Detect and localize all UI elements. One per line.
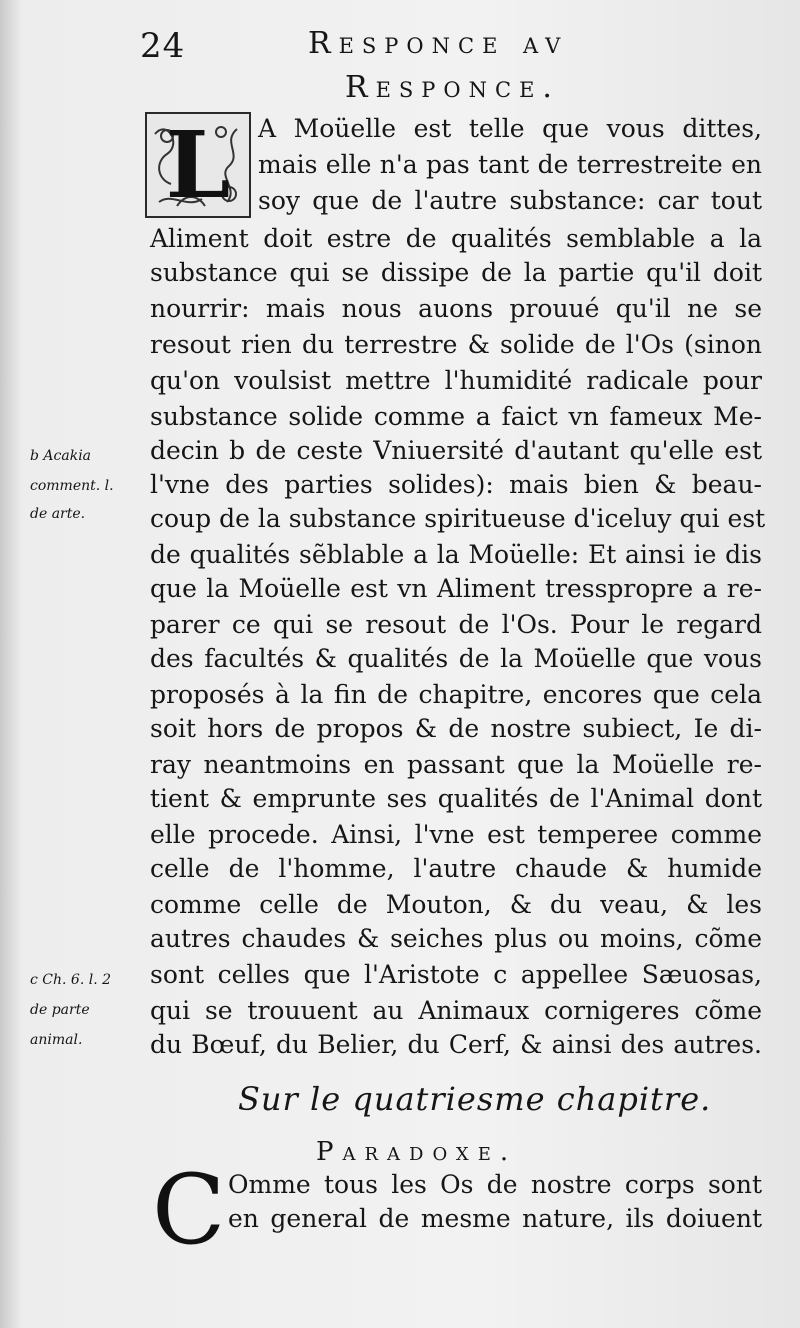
text-line: comme celle de Mouton, & du veau, & les xyxy=(150,890,762,919)
text-line: substance qui se dissipe de la partie qu'il doit xyxy=(150,258,762,287)
text-line: en general de mesme nature, ils doiuent xyxy=(228,1204,762,1233)
text-line: elle procede. Ainsi, l'vne est temperee comme xyxy=(150,820,762,849)
text-line: parer ce qui se resout de l'Os. Pour le regard xyxy=(150,610,762,639)
text-line: autres chaudes & seiches plus ou moins, cõme xyxy=(150,924,762,953)
text-line: ray neantmoins en passant que la Moüelle re- xyxy=(150,750,762,779)
margin-note: de arte. xyxy=(30,506,86,522)
drop-cap-letter: L xyxy=(165,112,231,218)
text-line: des facultés & qualités de la Moüelle que vous xyxy=(150,644,762,673)
text-line: du Bœuf, du Belier, du Cerf, & ainsi des autres. xyxy=(150,1030,762,1059)
text-line: que la Moüelle est vn Aliment tresspropre a re- xyxy=(150,574,762,603)
text-line: decin b de ceste Vniuersité d'autant qu'elle est xyxy=(150,436,762,465)
text-line: qu'on voulsist mettre l'humidité radicale pour xyxy=(150,366,762,395)
text-line: A Moüelle est telle que vous dittes, xyxy=(258,114,762,143)
chapter-heading: Sur le quatriesme chapitre. xyxy=(238,1080,712,1118)
text-line: l'vne des parties solides): mais bien & beau- xyxy=(150,470,762,499)
text-line: Omme tous les Os de nostre corps sont xyxy=(228,1170,762,1199)
text-line: resout rien du terrestre & solide de l'Os (sinon xyxy=(150,330,762,359)
text-line: celle de l'homme, l'autre chaude & humide xyxy=(150,854,762,883)
paradox-heading: Paradoxe. xyxy=(316,1137,518,1167)
text-line: qui se trouuent au Animaux cornigeres cõme xyxy=(150,996,762,1025)
text-line: Aliment doit estre de qualités semblable a la xyxy=(150,224,762,253)
decorated-initial xyxy=(145,112,251,218)
text-line: substance solide comme a faict vn fameux Me- xyxy=(150,402,762,431)
text-line: soy que de l'autre substance: car tout xyxy=(258,186,762,215)
text-line: de qualités sẽblable a la Moüelle: Et ainsi ie dis xyxy=(150,540,762,569)
paradox-initial: C xyxy=(152,1154,226,1266)
page-number: 24 xyxy=(140,26,186,66)
text-line: coup de la substance spiritueuse d'iceluy qui est xyxy=(150,504,766,533)
running-head: Responce av xyxy=(308,26,569,61)
text-line: proposés à la fin de chapitre, encores que cela xyxy=(150,680,762,709)
margin-note: comment. l. xyxy=(30,478,114,494)
margin-note: b Acakia xyxy=(30,448,92,464)
text-line: soit hors de propos & de nostre subiect, Ie di- xyxy=(150,714,762,743)
margin-note: c Ch. 6. l. 2 xyxy=(30,972,112,988)
text-line: tient & emprunte ses qualités de l'Animal dont xyxy=(150,784,762,813)
section-title: Responce. xyxy=(345,70,560,105)
margin-note: animal. xyxy=(30,1032,83,1048)
text-line: nourrir: mais nous auons prouué qu'il ne se xyxy=(150,294,762,323)
text-line: sont celles que l'Aristote c appellee Sæuosas, xyxy=(150,960,762,989)
text-line: mais elle n'a pas tant de terrestreite en xyxy=(258,150,762,179)
margin-note: de parte xyxy=(30,1002,90,1018)
